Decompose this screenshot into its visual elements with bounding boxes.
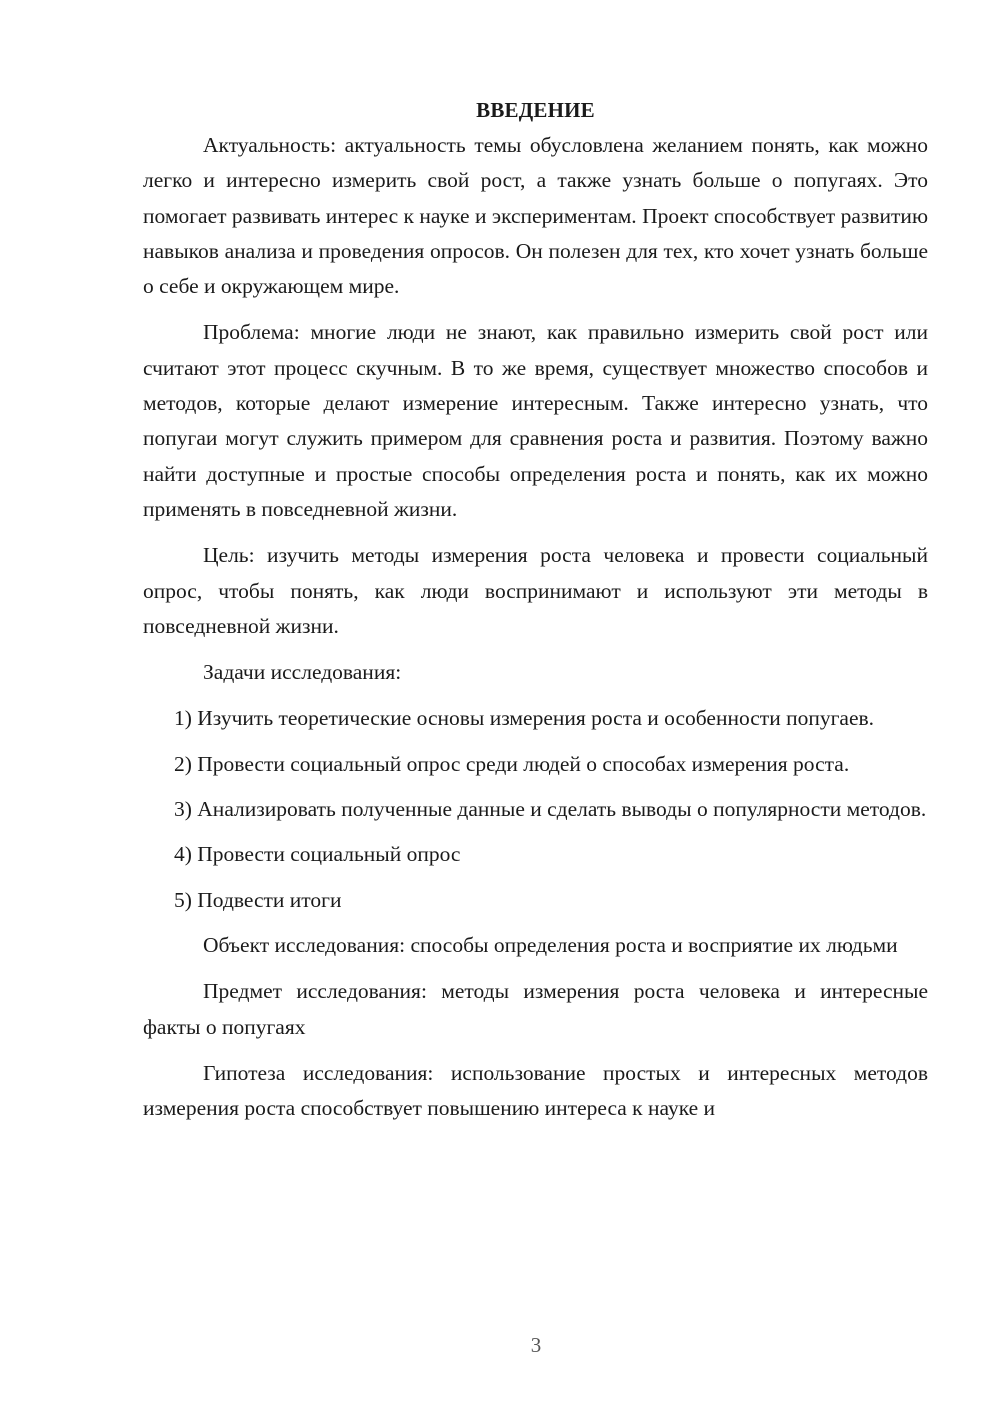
task-item-2: 2) Провести социальный опрос среди людей о способах измерения роста.	[174, 751, 850, 776]
task-item-1: 1) Изучить теоретические основы измерения роста и особенности попугаев.	[174, 706, 875, 731]
relevance-paragraph: Актуальность: актуальность темы обусловлена желанием понять, как можно легко и интересно измерить свой рост, а также узнать больше о попугаях. Это помогает развивать интерес к науке и экспериментам. Проект способствует развитию навыков анализа и проведения опросов. Он полезен для тех, кто хочет узнать больше о себе и окружающем мире.	[143, 133, 928, 299]
subject-paragraph: Предмет исследования: методы измерения роста человека и интересные факты о попугаях	[143, 979, 928, 1039]
task-item-3: 3) Анализировать полученные данные и сделать выводы о популярности методов.	[174, 797, 927, 822]
page-number: 3	[530, 1333, 542, 1357]
page-title: ВВЕДЕНИЕ	[476, 98, 595, 122]
goal-paragraph: Цель: изучить методы измерения роста человека и провести социальный опрос, чтобы понять, как люди воспринимают и используют эти методы в повседневной жизни.	[143, 543, 928, 638]
object-paragraph: Объект исследования: способы определения роста и восприятие их людьми	[203, 932, 898, 957]
tasks-intro: Задачи исследования:	[203, 660, 402, 685]
document-page	[143, 92, 928, 1137]
problem-paragraph: Проблема: многие люди не знают, как правильно измерить свой рост или считают этот процесс скучным. В то же время, существует множество способов и методов, которые делают измерение интересным. Также интересно узнать, что попугаи могут служить примером для сравнения роста и развития. Поэтому важно найти доступные и простые способы определения роста и понять, как их можно применять в повседневной жизни.	[143, 320, 928, 521]
hypothesis-paragraph: Гипотеза исследования: использование простых и интересных методов измерения роста способствует повышению интереса к науке и	[143, 1060, 928, 1121]
task-item-4: 4) Провести социальный опрос	[174, 842, 461, 867]
task-item-5: 5) Подвести итоги	[174, 887, 342, 912]
